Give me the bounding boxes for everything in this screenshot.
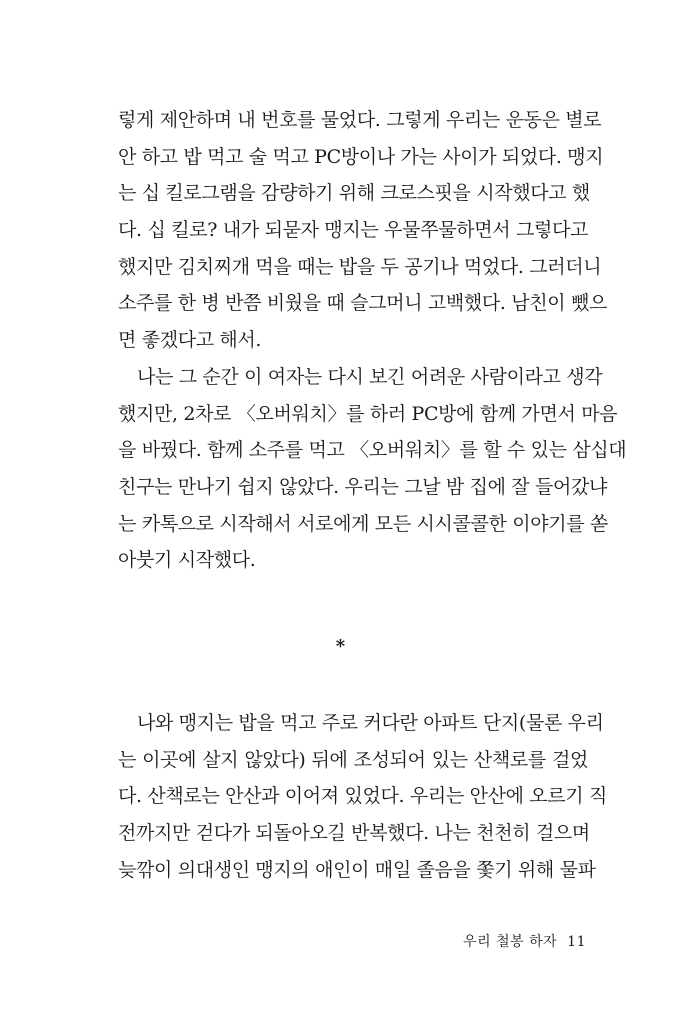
text-line: 소주를 한 병 반쯤 비웠을 때 슬그머니 고백했다. 남친이 뺐으 <box>118 292 607 315</box>
text-line: 아붓기 시작했다. <box>118 549 256 572</box>
text-line: 나와 맹지는 밥을 먹고 주로 커다란 아파트 단지(물론 우리 <box>137 712 604 734</box>
text-line: 면 좋겠다고 해서. <box>118 329 262 352</box>
page-footer <box>463 931 586 951</box>
text-line: 다. 산책로는 안산과 이어져 있었다. 우리는 안산에 오르기 직 <box>118 785 607 808</box>
section-separator: * <box>335 636 346 657</box>
body-text-section-1 <box>118 102 627 579</box>
text-line: 을 바꿨다. 함께 소주를 먹고 〈오버워치〉를 할 수 있는 삼십대 <box>118 439 627 462</box>
text-line: 다. 십 킬로? 내가 되묻자 맹지는 우물쭈물하면서 그렇다고 <box>118 219 588 242</box>
text-line: 나는 그 순간 이 여자는 다시 보긴 어려운 사람이라고 생각 <box>137 365 603 388</box>
text-line: 렇게 제안하며 내 번호를 물었다. 그렇게 우리는 운동은 별로 <box>118 109 602 131</box>
running-title: 우리 철봉 하자 <box>463 934 558 950</box>
text-line: 했지만, 2차로 〈오버워치〉를 하러 PC방에 함께 가면서 마음 <box>118 402 618 425</box>
text-line: 늦깎이 의대생인 맹지의 애인이 매일 졸음을 쫓기 위해 물파 <box>118 858 596 881</box>
text-line: 안 하고 밥 먹고 술 먹고 PC방이나 가는 사이가 되었다. 맹지 <box>118 145 604 168</box>
text-line: 는 십 킬로그램을 감량하기 위해 크로스핏을 시작했다고 했 <box>118 182 590 205</box>
text-line: 전까지만 걷다가 되돌아오길 반복했다. 나는 천천히 걸으며 <box>118 822 590 845</box>
text-line: 는 카톡으로 시작해서 서로에게 모든 시시콜콜한 이야기를 쏟 <box>118 512 608 535</box>
text-line: 는 이곳에 살지 않았다) 뒤에 조성되어 있는 산책로를 걸었 <box>118 748 588 771</box>
text-line: 했지만 김치찌개 먹을 때는 밥을 두 공기나 먹었다. 그러더니 <box>118 255 602 278</box>
text-line: 친구는 만나기 쉽지 않았다. 우리는 그날 밤 집에 잘 들어갔냐 <box>118 475 607 498</box>
body-text-section-2 <box>118 705 607 888</box>
page-number: 11 <box>567 934 586 950</box>
